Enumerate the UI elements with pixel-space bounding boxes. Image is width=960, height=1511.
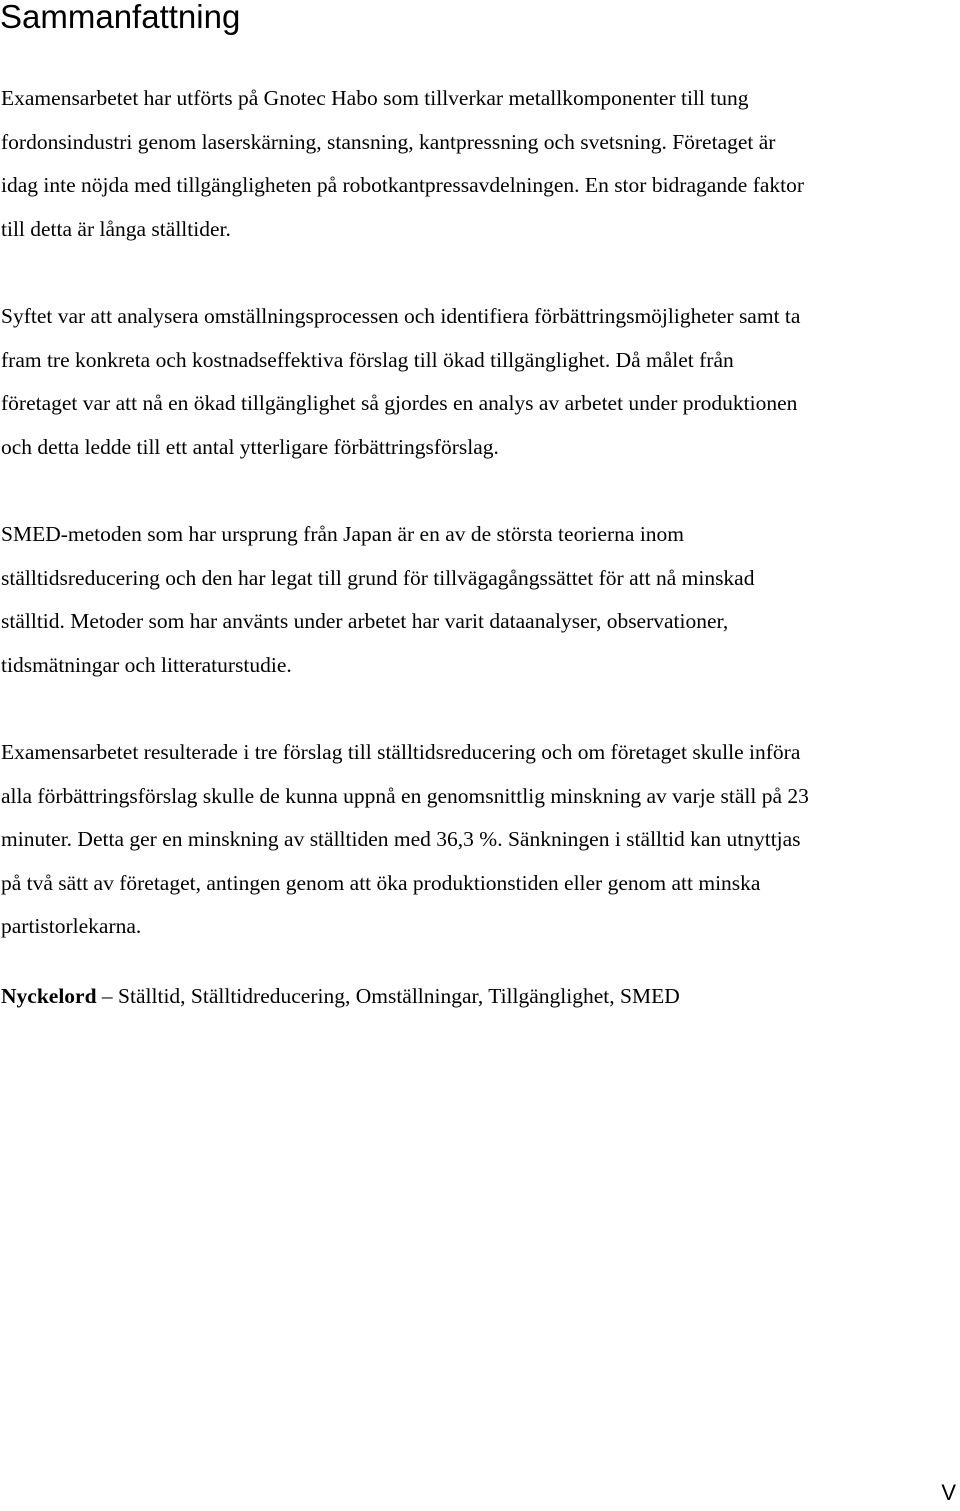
text-line: minuter. Detta ger en minskning av ställtiden med 36,3 %. Sänkningen i ställtid kan utnyttjas — [1, 827, 801, 852]
text-line: ställtid. Metoder som har använts under arbetet har varit dataanalyser, observationer, — [1, 609, 729, 634]
keywords-separator: – — [96, 984, 119, 1008]
text-line: fordonsindustri genom laserskärning, stansning, kantpressning och svetsning. Företaget är — [1, 129, 776, 154]
text-line: Syftet var att analysera omställningsprocessen och identifiera förbättringsmöjligheter samt ta — [1, 304, 801, 328]
text-line: och detta ledde till ett antal ytterligare förbättringsförslag. — [1, 434, 499, 459]
text-line: Examensarbetet resulterade i tre förslag till ställtidsreducering och om företaget skulle införa — [1, 740, 801, 764]
abstract-paragraph-1 — [1, 77, 956, 251]
abstract-paragraph-4 — [1, 731, 956, 949]
text-line: tidsmätningar och litteraturstudie. — [1, 652, 292, 677]
text-line: Examensarbetet har utförts på Gnotec Habo som tillverkar metallkomponenter till tung — [1, 86, 749, 110]
keywords — [1, 975, 680, 1019]
keywords-label: Nyckelord — [1, 984, 97, 1008]
text-line: företaget var att nå en ökad tillgänglighet så gjordes en analys av arbetet under produktionen — [1, 391, 798, 416]
text-line: till detta är långa ställtider. — [1, 216, 231, 241]
text-line: fram tre konkreta och kostnadseffektiva förslag till ökad tillgänglighet. Då målet från — [1, 347, 734, 372]
text-line: ställtidsreducering och den har legat till grund för tillvägagångssättet för att nå minskad — [1, 565, 755, 590]
text-line: alla förbättringsförslag skulle de kunna uppnå en genomsnittlig minskning av varje ställ på 23 — [1, 783, 809, 808]
abstract-paragraph-2 — [1, 295, 956, 469]
keywords-list: Ställtid, Ställtidreducering, Omställningar, Tillgänglighet, SMED — [118, 984, 680, 1008]
text-line: partistorlekarna. — [1, 914, 142, 939]
page-number: V — [941, 1480, 956, 1505]
text-line: SMED-metoden som har ursprung från Japan är en av de största teorierna inom — [1, 522, 685, 546]
page-title: Sammanfattning — [0, 0, 241, 35]
abstract-paragraph-3 — [1, 513, 956, 687]
text-line: på två sätt av företaget, antingen genom att öka produktionstiden eller genom att minska — [1, 870, 761, 895]
text-line: idag inte nöjda med tillgängligheten på robotkantpressavdelningen. En stor bidragande faktor — [1, 173, 805, 198]
